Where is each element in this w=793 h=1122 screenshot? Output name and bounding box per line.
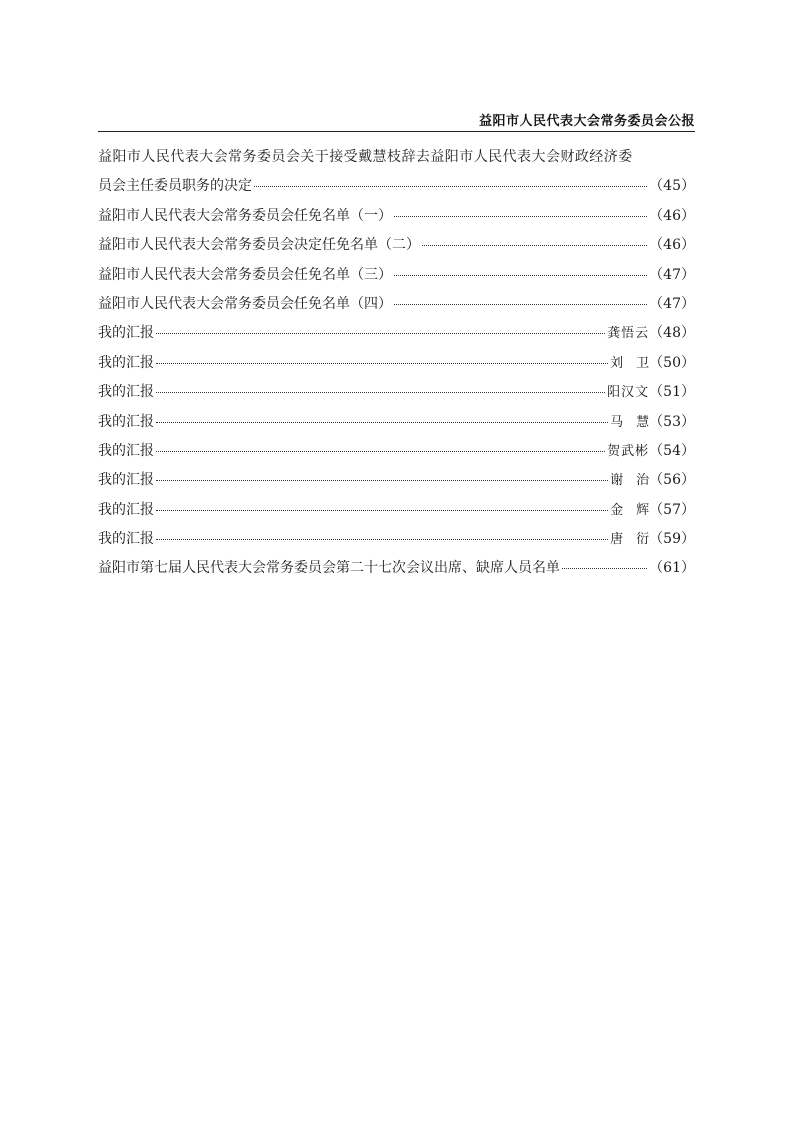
toc-entry[interactable]	[98, 496, 695, 525]
toc-entry[interactable]	[98, 437, 695, 466]
toc-entry[interactable]	[98, 378, 695, 407]
toc-entry-author: 马 慧	[610, 414, 650, 430]
toc-entry[interactable]	[98, 525, 695, 554]
toc-entry[interactable]	[98, 231, 695, 260]
toc-page-number: （61）	[649, 560, 695, 577]
toc-page-number: （48）	[649, 325, 695, 342]
toc-entry[interactable]	[98, 319, 695, 348]
toc-entry-title: 益阳市人民代表大会常务委员会任免名单（一）	[98, 207, 392, 224]
dot-leader	[156, 391, 605, 393]
toc-entry-author: 谢 治	[610, 473, 650, 489]
toc-page-number: （46）	[649, 237, 695, 254]
toc-page-number: （53）	[649, 413, 695, 430]
toc-entry-title: 益阳市人民代表大会常务委员会任免名单（三）	[98, 266, 392, 283]
toc-entry[interactable]	[98, 554, 695, 583]
toc-page-number: （59）	[649, 531, 695, 548]
toc-entry[interactable]	[98, 290, 695, 319]
dot-leader	[156, 421, 608, 423]
toc-entry-long[interactable]	[98, 143, 695, 202]
toc-entry-author: 贺武彬	[607, 443, 650, 459]
dot-leader	[156, 509, 608, 511]
dot-leader	[156, 332, 605, 334]
toc-entry-author: 刘 卫	[610, 355, 650, 371]
toc-page-number: （50）	[649, 354, 695, 371]
toc-entry-author: 阳汉文	[607, 385, 650, 401]
dot-leader	[394, 215, 647, 217]
toc-page-number: （47）	[649, 266, 695, 283]
toc-entry-title: 我的汇报	[98, 384, 154, 401]
dot-leader	[156, 538, 608, 540]
toc-entry-line2	[98, 172, 695, 201]
toc-entry-title: 益阳市人民代表大会常务委员会任免名单（四）	[98, 295, 392, 312]
toc-entry-title-line1: 益阳市人民代表大会常务委员会关于接受戴慧枝辞去益阳市人民代表大会财政经济委	[98, 149, 633, 165]
toc-entry-title: 我的汇报	[98, 442, 154, 459]
toc-page-number: （45）	[649, 178, 695, 195]
toc-page-number: （47）	[649, 295, 695, 312]
toc-page-number: （46）	[649, 207, 695, 224]
table-of-contents	[98, 143, 695, 584]
header-divider	[98, 131, 695, 132]
dot-leader	[156, 479, 608, 481]
toc-page-number: （56）	[649, 472, 695, 489]
toc-entry-title: 我的汇报	[98, 413, 154, 430]
dot-leader	[422, 244, 647, 246]
toc-entry[interactable]	[98, 202, 695, 231]
toc-page-number: （51）	[649, 384, 695, 401]
running-header: 益阳市人民代表大会常务委员会公报	[478, 114, 695, 129]
toc-page-number: （57）	[649, 501, 695, 518]
dot-leader	[156, 362, 608, 364]
toc-entry[interactable]	[98, 349, 695, 378]
toc-entry[interactable]	[98, 408, 695, 437]
toc-entry[interactable]	[98, 466, 695, 495]
dot-leader	[394, 274, 647, 276]
toc-entry-title: 我的汇报	[98, 325, 154, 342]
toc-entry-title-line2: 员会主任委员职务的决定	[98, 178, 252, 195]
toc-entry-title: 我的汇报	[98, 472, 154, 489]
dot-leader	[562, 567, 647, 569]
toc-entry-title: 我的汇报	[98, 501, 154, 518]
toc-entry-title: 益阳市第七届人民代表大会常务委员会第二十七次会议出席、缺席人员名单	[98, 560, 560, 577]
toc-entry-author: 唐 衍	[610, 532, 650, 548]
toc-entry-title: 我的汇报	[98, 354, 154, 371]
dot-leader	[254, 185, 647, 187]
dot-leader	[394, 303, 647, 305]
toc-entry[interactable]	[98, 261, 695, 290]
toc-entry-author: 金 辉	[610, 502, 650, 518]
toc-entry-title: 益阳市人民代表大会常务委员会决定任免名单（二）	[98, 237, 420, 254]
dot-leader	[156, 450, 605, 452]
toc-page-number: （54）	[649, 442, 695, 459]
toc-entry-author: 龚悟云	[607, 326, 650, 342]
toc-entry-title: 我的汇报	[98, 531, 154, 548]
